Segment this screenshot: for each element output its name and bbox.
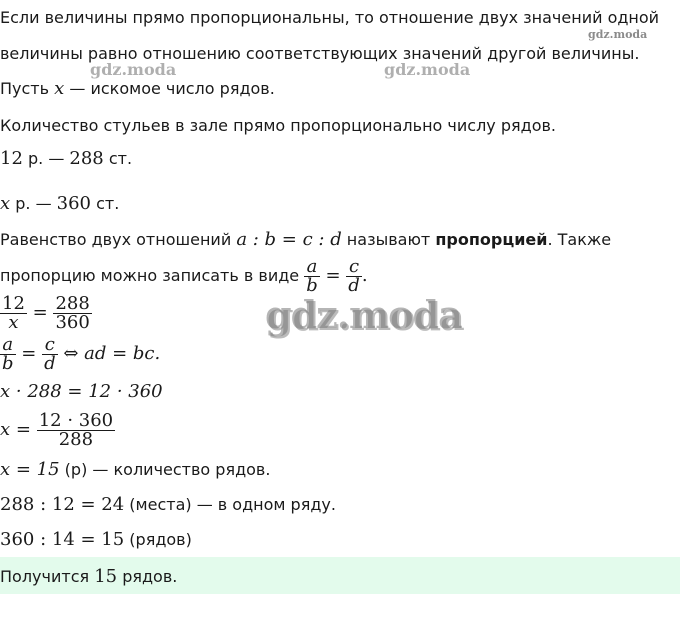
result-rows-text: (р) — количество рядов. [59,460,271,479]
fraction-a-b [304,258,320,295]
result-rows-math: x = 15 [0,459,60,480]
answer-suffix: рядов. [117,567,178,586]
answer-prefix: Получится [0,567,95,586]
frac-numerator: a [304,258,320,277]
frac-numerator: c [346,258,362,277]
frac-denominator: 288 [58,429,94,450]
x-equals: x = [0,419,37,440]
seats-per-row-math: 288 : 12 = 24 [0,494,125,515]
let-prefix: Пусть [0,79,55,98]
equation-fractions-1 [0,293,92,333]
rows-check-math: 360 : 14 = 15 [0,529,125,550]
frac-denominator: b [306,275,318,296]
equals-sign: = [26,302,54,323]
definition-middle: называют [341,230,436,249]
frac-numerator: 12 · 360 [38,410,114,431]
chairs-unit: ст. [103,149,133,168]
equals-sign: = [319,265,347,286]
frac-denominator: b [2,353,14,374]
ratio-equality: a : b = c : d [236,229,342,250]
rows-unit: р. — [22,149,70,168]
frac-numerator: c [42,336,58,355]
fraction-form-prefix: пропорцию можно записать в виде [0,266,305,285]
frac-numerator: 12 [2,293,25,314]
watermark-small-left: gdz.moda [90,60,177,79]
answer-text [0,566,177,587]
period: . [361,265,368,286]
watermark-big: gdz.moda [265,292,462,337]
seats-per-row [0,495,336,515]
fraction-c-d [346,258,362,295]
equals-sign: = [15,343,43,364]
equation-line: x · 288 = 12 · 360 [0,381,163,402]
fraction-solution [37,412,115,449]
chairs-value: 288 [69,148,104,169]
rows-check-text: (рядов) [124,530,192,549]
chairs-value-2: 360 [56,193,92,214]
rule-line-2: величины равно отношению соответствующих значений другой величины. [0,44,640,63]
frac-numerator: a [0,336,16,355]
let-line [0,79,275,99]
rows-check [0,530,192,550]
solution-fraction-line [0,406,115,454]
equivalence-arrow: ⇔ [57,343,85,364]
proportional-statement: Количество стульев в зале прямо пропорционально числу рядов. [0,116,556,135]
answer-box [0,557,680,594]
watermark-small-right: gdz.moda [384,60,471,79]
definition-line [0,230,611,250]
let-variable: x [54,78,65,99]
watermark-tiny: gdz.moda [588,28,648,41]
definition-prefix: Равенство двух отношений [0,230,237,249]
fraction-form-line [0,256,368,296]
definition-suffix: . Также [547,230,612,249]
let-suffix: — искомое число рядов. [64,79,275,98]
frac-denominator: d [348,275,360,296]
frac-denominator: d [44,353,56,374]
cross-product-rule: ad = bc. [84,343,161,364]
fraction-288-360 [53,295,91,332]
frac-denominator: x [8,312,19,333]
data-line-1 [0,149,132,169]
equation-fractions-2 [0,334,160,374]
fraction-a-b-2 [0,336,16,373]
frac-denominator: 360 [55,312,90,333]
fraction-c-d-2 [42,336,58,373]
rows-unit-2: р. — [10,194,57,213]
rows-value: 12 [0,148,23,169]
proportion-term: пропорцией [435,230,548,249]
fraction-12-x [0,295,27,332]
chairs-unit-2: ст. [91,194,120,213]
seats-per-row-text: (места) — в одном ряду. [124,495,336,514]
frac-numerator: 288 [55,293,90,314]
answer-number: 15 [94,566,118,587]
data-line-2 [0,194,119,214]
result-rows [0,460,270,480]
unknown-rows: x [0,193,11,214]
rule-line-1: Если величины прямо пропорциональны, то отношение двух значений одной [0,8,660,27]
